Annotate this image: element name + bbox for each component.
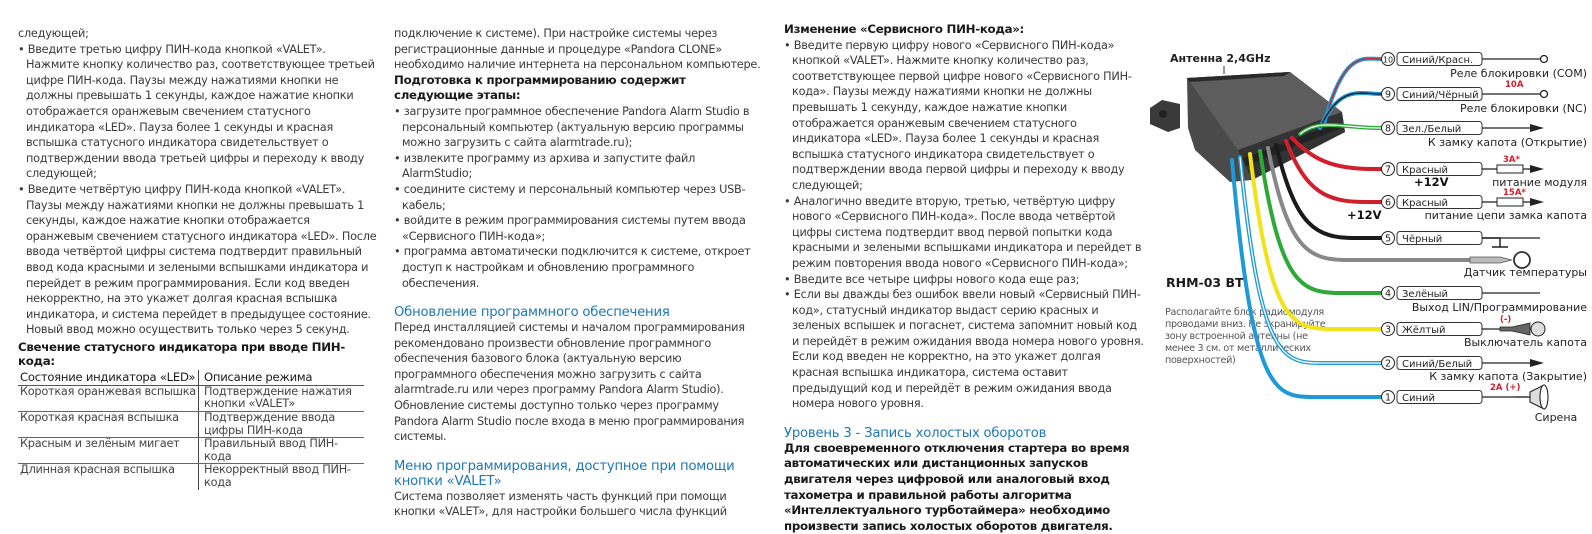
wire-function-label: К замку капота (Закрытие) xyxy=(1429,370,1587,383)
update-section-text: Перед инсталляцией системы и началом программирования рекомендовано произвести обновление программного обеспечения базового блока (актуальную версию программного обеспечения можно загрузить с сайта alarmtrade.ru или через программу Pandora Alarm Studio). Обновление системы доступно только через программу Pandora Alarm Studio после входа в меню программирования системы. xyxy=(394,321,745,444)
wire-number: 3 xyxy=(1384,324,1392,336)
wire-number-badge xyxy=(1382,323,1395,336)
terminal-icon xyxy=(1541,91,1548,98)
arrow-icon xyxy=(1530,165,1544,173)
antenna-label: Антенна 2,4GHz xyxy=(1170,52,1271,65)
wire-color-label: Красный xyxy=(1402,165,1449,176)
wiring-diagram xyxy=(1145,0,1592,521)
wire-color-label: Жёлтый xyxy=(1402,325,1446,336)
led-table-title: Свечение статусного индикатора при вводе ПИН-кода: xyxy=(18,339,345,368)
table-header-led-state: Состояние индикатора «LED» xyxy=(18,370,199,386)
wire-number-badge xyxy=(1382,163,1395,176)
prep-bullet: • программа автоматически подключится к системе, откроет доступ к настройкам и обновлению программного обеспечения. xyxy=(394,244,766,291)
prep-title: Подготовка к программированию содержит следующие этапы: xyxy=(394,72,686,103)
wire-number: 1 xyxy=(1384,392,1392,404)
wire-function-label: К замку капота (Открытие) xyxy=(1427,136,1587,149)
fuse-icon xyxy=(1497,198,1523,206)
update-section-title: Обновление программного обеспечения xyxy=(394,305,670,321)
wire-function-label: Реле блокировки (COM) xyxy=(1450,67,1587,80)
wire-function-label: питание цепи замка капота xyxy=(1424,209,1587,222)
service-pin-bullet: • Введите первую цифру нового «Сервисного ПИН-кода» кнопкой «VALET». Нажмите кнопку количество раз, соответствующее первой цифре нового «Сервисного ПИН-кода». Паузы между нажатиями кнопки не должны превышать 1 секунду, каждое нажатие кнопки отображается оранжевым свечением статусного индикатора «LED». Пауза более 1 секунды и красная вспышка статусного индикатора свидетельствует о подтверждении ввода первой цифры и переходу к вводу следующей; xyxy=(784,38,1144,194)
service-pin-title: Изменение «Сервисного ПИН-кода»: xyxy=(784,22,1024,36)
table-row xyxy=(18,412,364,438)
wire-color-label: Красный xyxy=(1402,198,1449,209)
ground-icon xyxy=(1482,238,1508,247)
intro-tail: следующей; xyxy=(18,27,89,40)
wire-number: 10 xyxy=(1382,55,1394,65)
wire-number: 2 xyxy=(1384,358,1392,370)
column-service-pin xyxy=(784,22,1144,534)
wire-color-label: Синий/Белый xyxy=(1402,359,1473,370)
valet-menu-title: Меню программирования, доступное при помощи кнопки «VALET» xyxy=(394,458,735,489)
wire-color-label: Синий xyxy=(1402,393,1436,404)
wire-number: 4 xyxy=(1384,288,1392,300)
temp-sensor-lug-icon xyxy=(1470,257,1512,263)
model-name: RHM-03 BT xyxy=(1166,275,1244,290)
table-header-row xyxy=(18,370,364,386)
column-software xyxy=(394,26,766,520)
wire-function-label: питание модуля xyxy=(1492,176,1587,189)
wire-function-label: Датчик температуры xyxy=(1463,266,1587,279)
voltage-label: +12V xyxy=(1414,175,1449,189)
wire-4 xyxy=(1260,151,1381,293)
wire-number: 7 xyxy=(1384,164,1392,176)
level3-text: Для своевременного отключения стартера во время автоматических или дистанционных запусков двигателя через цифровой или аналоговый вход тахометра и правильной работы алгоритма «Интеллектуального турботаймера» необходимо произвести запись холостых оборотов двигателя. xyxy=(784,440,1130,533)
service-pin-bullet: • Введите все четыре цифры нового кода еще раз; xyxy=(784,272,1144,288)
valet-menu-text: Система позволяет изменять часть функций при помощи кнопки «VALET», для настройки большего числа функций xyxy=(394,489,727,519)
arrow-icon xyxy=(1530,198,1544,206)
table-cell: Подтверждение ввода цифры ПИН-кода xyxy=(199,412,365,438)
column-pin-entry xyxy=(18,26,380,490)
wire-number-badge xyxy=(1382,391,1395,404)
wire-3 xyxy=(1250,154,1381,329)
led-status-table xyxy=(18,370,364,490)
voltage-label: +12V xyxy=(1347,208,1382,222)
arrow-icon xyxy=(1530,124,1544,132)
wire-number-badge xyxy=(1382,287,1395,300)
prep-bullet: • извлеките программу из архива и запустите файл AlarmStudio; xyxy=(394,151,766,182)
bullet-fourth-digit: • Введите четвёртую цифру ПИН-кода кнопкой «VALET». Паузы между нажатиями кнопки не должны превышать 1 секунды, каждое нажатие кнопки отображается оранжевым свечением статусного индикатора «LED». После ввода четвёртой цифры система подтвердит правильный ввод кода красными и зелеными вспышками индикатора и перейдет в режим программирования. Если код введен некорректно, на это укажет долгая красная вспышка индикатора, и система перейдет в предыдущее состояние. Новый ввод можно осуществить только через 5 секунд. xyxy=(18,182,380,338)
siren-horn-icon xyxy=(1540,385,1548,409)
intro-text: подключение к системе). При настройке системы через регистрационные данные и процедуре «Pandora CLONE» необходимо наличие интернета на персональном компьютере. xyxy=(394,27,761,72)
arrow-icon xyxy=(1530,359,1544,367)
wire-number: 9 xyxy=(1384,89,1392,101)
prep-bullet: • загрузите программное обеспечение Pandora Alarm Studio в персональный компьютер (актуальную версию программы можно загрузить с сайта alarmtrade.ru); xyxy=(394,104,766,151)
table-cell: Правильный ввод ПИН-кода xyxy=(199,438,365,464)
fuse-rating: 15A* xyxy=(1503,188,1526,198)
terminal-icon xyxy=(1541,56,1548,63)
wire-labels xyxy=(1347,53,1587,425)
wire-number-badge xyxy=(1382,53,1395,66)
wire-number: 5 xyxy=(1384,233,1392,245)
table-cell: Длинная красная вспышка xyxy=(18,464,199,490)
table-row xyxy=(18,385,364,411)
wire-number-badge xyxy=(1382,196,1395,209)
service-pin-bullet: • Аналогично введите вторую, третью, четвёртую цифру нового «Сервисного ПИН-кода». После ввода четвёртой цифры система подтвердит ввод первой попытки кода красными и зелеными вспышками индикатора и перейдет в режим повторения ввода нового «Сервисного ПИН-кода»; xyxy=(784,194,1144,272)
wire-color-label: Синий/Красн. xyxy=(1402,55,1474,66)
fuse-rating: 3A* xyxy=(1503,155,1520,165)
wire-number-badge xyxy=(1382,232,1395,245)
table-cell: Короткая оранжевая вспышка xyxy=(18,385,199,411)
wire-number: 6 xyxy=(1384,197,1392,209)
wire-function-label: Выход LIN/Программирование xyxy=(1411,301,1587,314)
hood-switch-cap-icon xyxy=(1531,322,1545,336)
wire-number-badge xyxy=(1382,88,1395,101)
fuse-rating: 10A xyxy=(1505,80,1524,90)
placement-note: Располагайте блок радиомодуля проводами вниз. Не экранируйте зону встроенной антенны (не менее 3 см. от металлических поверхностей) xyxy=(1165,307,1326,366)
table-cell: Короткая красная вспышка xyxy=(18,412,199,438)
fuse-rating: 2A (+) xyxy=(1490,383,1521,393)
table-row xyxy=(18,464,364,490)
table-row xyxy=(18,438,364,464)
wire-number-badge xyxy=(1382,122,1395,135)
wire-color-label: Зелёный xyxy=(1402,289,1449,300)
fuse-rating: (-) xyxy=(1500,315,1512,325)
bullet-third-digit: • Введите третью цифру ПИН-кода кнопкой «VALET». Нажмите кнопку количество раз, соответствующее третьей цифре ПИН-кода. Паузы между нажатиями кнопки не должны превышать 1 секунды, каждое нажатие кнопки отображается оранжевым свечением статусного индикатора «LED». Пауза более 1 секунды и красная вспышка статусного индикатора свидетельствует о подтверждении ввода третьей цифры и переходу к вводу следующей; xyxy=(18,42,380,182)
prep-bullet: • соедините систему и персональный компьютер через USB-кабель; xyxy=(394,182,766,213)
wire-color-label: Синий/Чёрный xyxy=(1402,90,1479,101)
table-cell: Подтверждение нажатия кнопки «VALET» xyxy=(199,385,365,411)
wire-number: 8 xyxy=(1384,123,1392,135)
wire-function-label: Выключатель капота xyxy=(1463,336,1587,349)
wire-color-label: Чёрный xyxy=(1402,234,1443,245)
wire-function-label: Сирена xyxy=(1534,411,1578,424)
table-cell: Некорректный ввод ПИН-кода xyxy=(204,463,351,490)
service-pin-bullet: • Если вы дважды без ошибок ввели новый «Сервисный ПИН-код», статусный индикатор выдаст серию красных и зеленых вспышек и погаснет, система запомнит новый код и перейдёт в режим ожидания ввода номера нового уровня. Если код введен не корректно, на это укажет долгая красная вспышка индикатора, система оставит предыдущий код и перейдёт в режим ожидания ввода номера нового уровня. xyxy=(784,287,1144,412)
fuse-icon xyxy=(1497,165,1523,173)
table-cell: Красным и зелёным мигает xyxy=(18,438,199,464)
prep-bullet: • войдите в режим программирования системы путем ввода «Сервисного ПИН-кода»; xyxy=(394,213,766,244)
level3-title: Уровень 3 - Запись холостых оборотов xyxy=(784,425,1047,441)
wire-number-badge xyxy=(1382,357,1395,370)
wire-color-label: Зел./Белый xyxy=(1402,124,1462,135)
wire-function-label: Реле блокировки (NC) xyxy=(1459,102,1587,115)
table-header-mode: Описание режима xyxy=(199,370,365,386)
